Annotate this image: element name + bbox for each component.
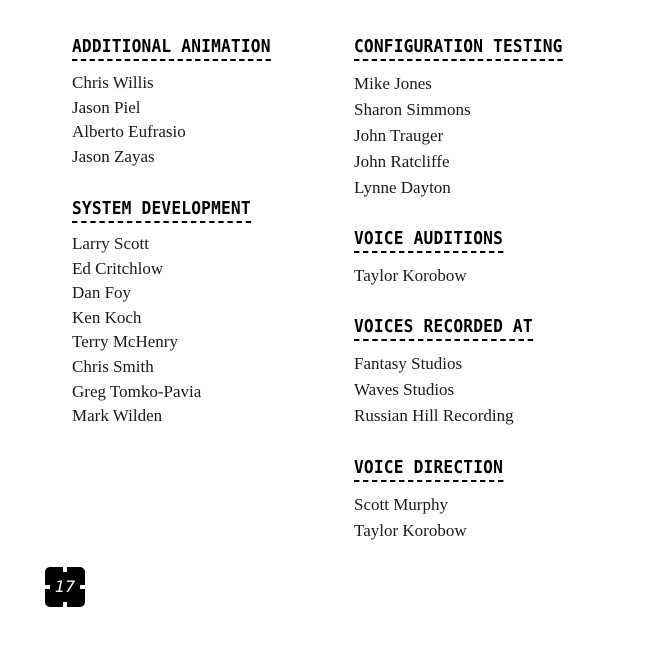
credit-name: Lynne Dayton bbox=[354, 178, 451, 197]
credit-names-list bbox=[72, 71, 293, 169]
credit-name: Sharon Simmons bbox=[354, 100, 471, 119]
credit-name: Larry Scott bbox=[72, 234, 149, 253]
section-heading: VOICE DIRECTION bbox=[354, 457, 503, 482]
credits-section-voices-recorded-at bbox=[354, 316, 553, 429]
credit-names-list bbox=[72, 232, 271, 429]
credit-name: Ken Koch bbox=[72, 307, 142, 327]
credit-name: Russian Hill Recording bbox=[354, 406, 514, 425]
credit-name: Waves Studios bbox=[354, 380, 455, 399]
page-number-badge bbox=[45, 567, 85, 607]
credit-names-list bbox=[354, 492, 520, 544]
credits-section-additional-animation bbox=[72, 36, 293, 169]
section-heading: VOICES RECORDED AT bbox=[354, 316, 533, 341]
credit-name: Taylor Korobow bbox=[354, 521, 467, 540]
credit-names-list bbox=[354, 351, 553, 429]
credit-name: Taylor Korobow bbox=[354, 266, 467, 285]
credit-name: Mark Wilden bbox=[72, 406, 163, 426]
credit-name: John Ratcliffe bbox=[354, 152, 450, 171]
credit-name: Alberto Eufrasio bbox=[72, 122, 186, 141]
credit-name: Scott Murphy bbox=[354, 495, 448, 514]
credit-name: John Trauger bbox=[354, 126, 444, 145]
section-heading: ADDITIONAL ANIMATION bbox=[72, 36, 271, 61]
credit-name: Mike Jones bbox=[354, 74, 432, 93]
credits-section-configuration-testing bbox=[354, 36, 586, 201]
section-heading: VOICE AUDITIONS bbox=[354, 228, 503, 253]
credit-name: Greg Tomko-Pavia bbox=[72, 381, 202, 401]
credit-name: Ed Critchlow bbox=[72, 258, 164, 278]
credits-section-voice-direction bbox=[354, 457, 520, 544]
section-heading: SYSTEM DEVELOPMENT bbox=[72, 198, 251, 223]
credits-section-system-development bbox=[72, 198, 271, 429]
credit-names-list bbox=[354, 263, 520, 289]
page-number: 17 bbox=[54, 577, 76, 596]
credit-name: Chris Willis bbox=[72, 73, 154, 92]
credit-name: Jason Zayas bbox=[72, 146, 155, 166]
credit-name: Chris Smith bbox=[72, 356, 154, 376]
section-heading: CONFIGURATION TESTING bbox=[354, 36, 563, 61]
credit-name: Fantasy Studios bbox=[354, 354, 463, 373]
credit-name: Dan Foy bbox=[72, 283, 132, 303]
credit-names-list bbox=[354, 71, 586, 201]
credit-name: Terry McHenry bbox=[72, 332, 178, 352]
credits-section-voice-auditions bbox=[354, 228, 520, 289]
credit-name: Jason Piel bbox=[72, 97, 141, 117]
